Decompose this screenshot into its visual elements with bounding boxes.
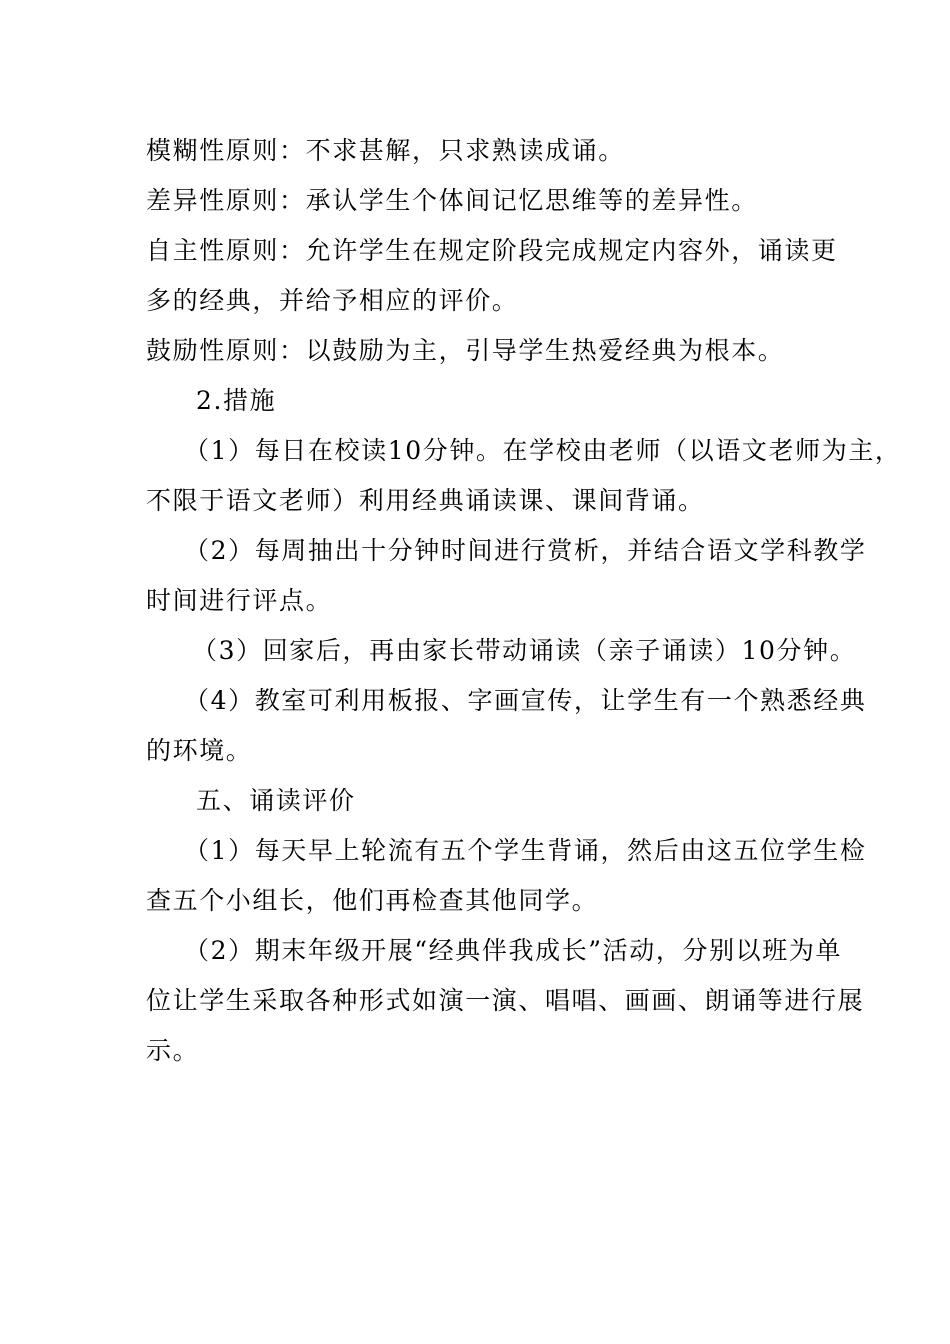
evaluation-2-line3: 示。 bbox=[146, 1036, 200, 1065]
measure-3: （3）回家后，再由家长带动诵读（亲子诵读）10分钟。 bbox=[192, 636, 857, 665]
measure-2-line1: （2）每周抽出十分钟时间进行赏析，并结合语文学科教学 bbox=[184, 536, 867, 565]
evaluation-2-line1: （2）期末年级开展“经典伴我成长”活动，分别以班为单 bbox=[184, 936, 843, 965]
measure-1-line1: （1）每日在校读10分钟。在学校由老师（以语文老师为主， bbox=[184, 436, 902, 465]
evaluation-1-line1: （1）每天早上轮流有五个学生背诵，然后由这五位学生检 bbox=[184, 836, 867, 865]
section-evaluation-heading: 五、诵读评价 bbox=[196, 786, 356, 815]
principle-encouragement: 鼓励性原则：以鼓励为主，引导学生热爱经典为根本。 bbox=[146, 336, 785, 365]
section-measures-heading: 2.措施 bbox=[196, 386, 277, 415]
evaluation-1-line2: 查五个小组长，他们再检查其他同学。 bbox=[146, 886, 599, 915]
principle-autonomy-line1: 自主性原则：允许学生在规定阶段完成规定内容外，诵读更 bbox=[146, 236, 838, 265]
evaluation-2-line2: 位让学生采取各种形式如演一演、唱唱、画画、朗诵等进行展 bbox=[146, 986, 865, 1015]
principle-autonomy-line2: 多的经典，并给予相应的评价。 bbox=[146, 286, 519, 315]
principle-vagueness: 模糊性原则：不求甚解，只求熟读成诵。 bbox=[146, 136, 625, 165]
measure-4-line2: 的环境。 bbox=[146, 736, 253, 765]
measure-1-line2: 不限于语文老师）利用经典诵读课、课间背诵。 bbox=[146, 486, 705, 515]
measure-2-line2: 时间进行评点。 bbox=[146, 586, 333, 615]
measure-4-line1: （4）教室可利用板报、字画宣传，让学生有一个熟悉经典 bbox=[184, 686, 867, 715]
principle-difference: 差异性原则：承认学生个体间记忆思维等的差异性。 bbox=[146, 186, 758, 215]
